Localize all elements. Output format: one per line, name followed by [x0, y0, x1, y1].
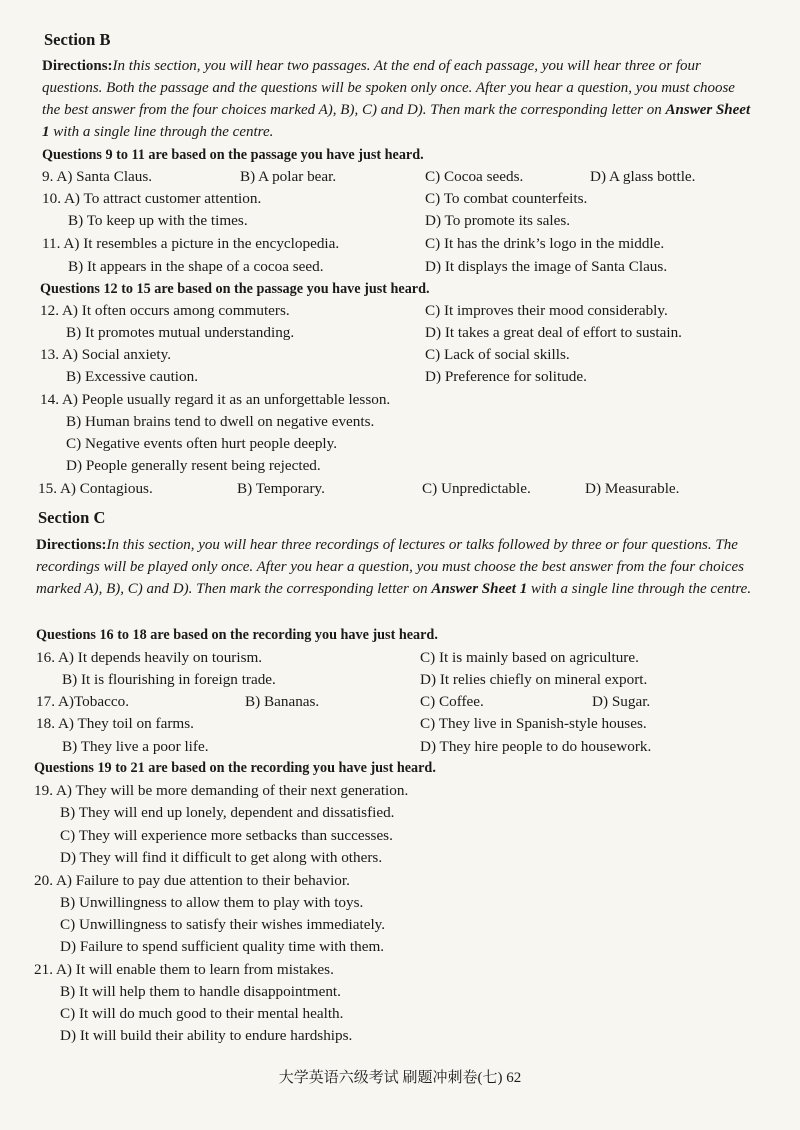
section-c-group2-heading: Questions 19 to 21 are based on the recording you have just heard. [34, 760, 436, 776]
option-text: D) Sugar. [592, 693, 651, 710]
option-text: C) It improves their mood considerably. [425, 302, 668, 319]
option-text: B) It is flourishing in foreign trade. [62, 671, 276, 688]
option-text: D) It relies chiefly on mineral export. [420, 671, 648, 688]
option-text: 15. A) Contagious. [38, 480, 153, 497]
option-text: 20. A) Failure to pay due attention to their behavior. [34, 872, 350, 889]
option-text: B) Unwillingness to allow them to play with toys. [60, 894, 364, 911]
section-b-title: Section B [44, 30, 111, 49]
option-text: 10. A) To attract customer attention. [42, 190, 262, 207]
option-text: D) Measurable. [585, 480, 680, 497]
section-b-directions-end: with a single line through the centre. [49, 124, 274, 140]
option-text: C) They will experience more setbacks than successes. [60, 827, 393, 844]
option-text: C) Unwillingness to satisfy their wishes immediately. [60, 916, 386, 933]
option-text: 21. A) It will enable them to learn from mistakes. [34, 961, 334, 978]
option-text: C) Lack of social skills. [425, 346, 570, 363]
option-text: B) It promotes mutual understanding. [66, 324, 295, 341]
section-c-directions-text: In this section, you will hear three recordings of lectures or talks followed by three or four questions. The recordings will be played only once. After you hear a question, you must choose the best answer from the four choices marked A), B), C) and D). Then mark the corresponding letter on [36, 537, 744, 597]
section-c-answer-sheet: Answer Sheet 1 [431, 581, 528, 597]
option-text: D) A glass bottle. [590, 168, 696, 185]
section-c-directions-label: Directions: [36, 537, 107, 553]
option-text: C) It will do much good to their mental health. [60, 1005, 344, 1022]
option-text: D) They will find it difficult to get along with others. [60, 849, 383, 866]
option-text: 19. A) They will be more demanding of their next generation. [34, 782, 409, 799]
option-text: 18. A) They toil on farms. [36, 715, 194, 732]
option-text: 12. A) It often occurs among commuters. [40, 302, 290, 319]
option-text: 9. A) Santa Claus. [42, 168, 153, 185]
option-text: 11. A) It resembles a picture in the encyclopedia. [42, 235, 340, 252]
option-text: C) It is mainly based on agriculture. [420, 649, 639, 666]
section-c-directions-end: with a single line through the centre. [527, 581, 752, 597]
option-text: C) It has the drink’s logo in the middle. [425, 235, 665, 252]
option-text: 16. A) It depends heavily on tourism. [36, 649, 263, 666]
option-text: B) To keep up with the times. [68, 212, 248, 229]
section-c-title: Section C [38, 508, 106, 527]
option-text: B) They will end up lonely, dependent and dissatisfied. [60, 804, 395, 821]
option-text: C) To combat counterfeits. [425, 190, 588, 207]
section-c-group1-heading: Questions 16 to 18 are based on the recording you have just heard. [36, 627, 438, 643]
option-text: D) People generally resent being rejected. [66, 457, 321, 474]
option-text: B) It appears in the shape of a cocoa seed. [68, 258, 324, 275]
option-text: D) They hire people to do housework. [420, 738, 652, 755]
option-text: B) A polar bear. [240, 168, 337, 185]
option-text: 14. A) People usually regard it as an unforgettable lesson. [40, 391, 391, 408]
option-text: B) They live a poor life. [62, 738, 209, 755]
option-text: C) Coffee. [420, 693, 484, 710]
section-b-group1-heading: Questions 9 to 11 are based on the passage you have just heard. [42, 147, 424, 163]
option-text: D) It takes a great deal of effort to sustain. [425, 324, 682, 341]
option-text: D) Preference for solitude. [425, 368, 587, 385]
section-b-directions [42, 55, 754, 143]
option-text: D) It displays the image of Santa Claus. [425, 258, 668, 275]
option-text: 13. A) Social anxiety. [40, 346, 172, 363]
option-text: C) Cocoa seeds. [425, 168, 524, 185]
section-b-group2-heading: Questions 12 to 15 are based on the passage you have just heard. [40, 281, 430, 297]
option-text: B) Human brains tend to dwell on negative events. [66, 413, 375, 430]
section-b-directions-label: Directions: [42, 58, 113, 74]
option-text: D) To promote its sales. [425, 212, 571, 229]
section-b-directions-text: In this section, you will hear two passages. At the end of each passage, you will hear three or four questions. Both the passage and the questions will be spoken only once. After you hear a question, you must choose the best answer from the four choices marked A), B), C) and D). Then mark the corresponding letter on [42, 58, 735, 118]
option-text: B) Bananas. [245, 693, 320, 710]
option-text: C) Unpredictable. [422, 480, 531, 497]
option-text: C) They live in Spanish-style houses. [420, 715, 647, 732]
option-text: C) Negative events often hurt people deeply. [66, 435, 338, 452]
section-c-directions [36, 534, 752, 600]
option-text: B) Temporary. [237, 480, 325, 497]
page-footer: 大学英语六级考试 刷题冲刺卷(七) 62 [278, 1070, 522, 1086]
option-text: B) Excessive caution. [66, 368, 199, 385]
option-text: B) It will help them to handle disappointment. [60, 983, 341, 1000]
section-b-answer-sheet: Answer Sheet 1 [42, 102, 751, 140]
option-text: D) Failure to spend sufficient quality time with them. [60, 938, 385, 955]
option-text: 17. A)Tobacco. [36, 693, 129, 710]
option-text: D) It will build their ability to endure hardships. [60, 1027, 353, 1044]
